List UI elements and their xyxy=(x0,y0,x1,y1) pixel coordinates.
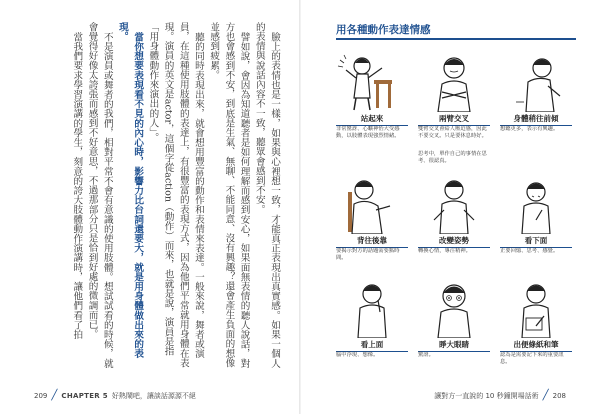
left-page xyxy=(20,22,282,372)
highlight-text: 當你想要表現看不見的內心時，影響力比台詞還要大，就是用身體做出來的表現。 xyxy=(116,22,144,358)
chapter-title: 好熱鬧吧，讓談話源源不絕 xyxy=(111,391,196,400)
slash-icon: ╱ xyxy=(542,390,549,401)
right-page xyxy=(318,22,582,382)
title-underline xyxy=(336,38,576,40)
person-arms-crossed-icon xyxy=(414,52,494,112)
gesture-desc: 想聽更多，表示有興趣。 xyxy=(500,126,559,132)
gesture-label: 睜大眼睛 xyxy=(418,339,490,352)
gesture-label: 看上面 xyxy=(336,339,408,352)
section-title: 用各種動作表達情感 xyxy=(336,24,431,36)
page-number: 208 xyxy=(552,391,566,400)
gesture-label: 背往後靠 xyxy=(336,235,408,248)
gesture-label: 身體稍往前傾 xyxy=(500,113,572,126)
gesture-label: 出便條紙和筆 xyxy=(500,339,572,352)
gesture-desc-extra: 思考中，單作自己的事情在思考、很認真。 xyxy=(418,151,487,165)
gesture-label: 改變姿勢 xyxy=(418,235,490,248)
gesture-desc: 驚訝。 xyxy=(418,352,434,358)
person-writing-icon xyxy=(496,278,576,338)
gesture-desc: 要揭示對方的話題需要點時間。 xyxy=(336,248,400,262)
left-footer xyxy=(34,390,196,401)
page-number: 209 xyxy=(34,391,48,400)
gesture-desc: 正要回憶、思考、感覺。 xyxy=(500,248,559,254)
gesture-desc: 腦中浮現、想像。 xyxy=(336,352,379,358)
person-leaning-icon xyxy=(496,52,576,112)
gesture-desc: 認為是需要記下來的重要訊息。 xyxy=(500,352,564,366)
gesture-label: 站起來 xyxy=(336,113,408,126)
person-looking-up-icon xyxy=(332,278,412,338)
person-looking-down-icon xyxy=(496,174,576,234)
body-text xyxy=(69,22,282,372)
gesture-label: 看下面 xyxy=(500,235,572,248)
book-title: 讓對方一直說的 10 秒鐘開場話術 xyxy=(434,391,539,400)
paragraph: 不是演員或舞者的我們，相對平常不會有意識的使用肢體。想試試看的時候，就會覺得好像太誇張而感到不好意思，不過那部分只是恰到好處的微調而已。 xyxy=(86,22,113,368)
gesture-label: 兩臂交叉 xyxy=(418,113,490,126)
right-footer xyxy=(434,390,566,401)
paragraph: 當我們要求學習演講的學生，刻意的誇大肢體動作演講時，讓他們看了拍 xyxy=(71,31,83,339)
person-leaning-back-icon xyxy=(332,174,412,234)
slash-icon: ╱ xyxy=(51,390,58,401)
person-standing-icon xyxy=(332,52,412,112)
gesture-desc: 非常驚訝、心曠神怡大受感動，以肢體表現強烈情緒。 xyxy=(336,126,400,140)
paragraph: 譬如說，會因為知道聽者是如何理解而感到安心，如果面無表情的聽人說話，對方也會感到不安，到底是生氣、無聊、不能同意、沒有興趣？還會產生負面的想像並感到疲累。 xyxy=(208,22,250,368)
gesture-desc: 轉換心情，專注精神。 xyxy=(418,248,471,254)
book-gutter xyxy=(299,0,301,414)
person-wide-eyes-icon xyxy=(414,278,494,338)
paragraph: 聽的同時表現出來，就會想用豐富的動作和表情來表達。一般來說，舞者或演員，在這種使用肢體的表達上，有很豐富的表現方式，因為他們平常就用身體在表現。演員的英文是actor，這個字從action（動作）而來，也就是說，演員是指「用身體動作來演出的人」。 xyxy=(147,22,204,368)
gesture-desc: 雙臂交叉會給人壓迫感，因此不要交叉。只是要休息時好。 xyxy=(418,126,487,140)
chapter-label: CHAPTER 5 xyxy=(61,391,108,400)
person-adjusting-icon xyxy=(414,174,494,234)
paragraph: 臉上的表情也是一樣，如果與心裡想一致，才能真正表現出真實感。如果一個人的表情與說話內容不一致，聽眾會感到不安。 xyxy=(253,22,280,368)
